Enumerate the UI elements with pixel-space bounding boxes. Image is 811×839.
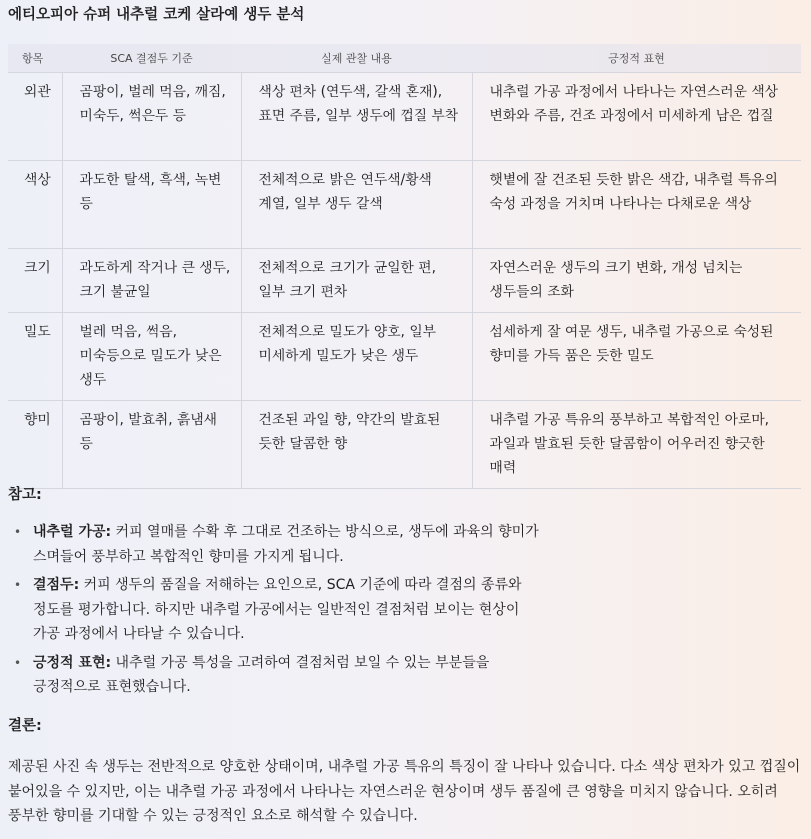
- page-title: 에티오피아 슈퍼 내추럴 코케 살라예 생두 분석: [8, 7, 305, 23]
- header-sca: SCA 결점두 기준: [62, 44, 241, 73]
- note-label: 내추럴 가공:: [33, 524, 112, 540]
- cell-sca: 곰팡이, 발효취, 흙냄새 등: [62, 401, 241, 489]
- header-positive: 긍정적 표현: [472, 44, 801, 73]
- table-row: [8, 161, 801, 249]
- cell-item: 향미: [8, 401, 62, 489]
- note-label: 결점두:: [33, 577, 80, 593]
- cell-observed: 색상 편차 (연두색, 갈색 혼재), 표면 주름, 일부 생두에 껍질 부착: [241, 73, 472, 161]
- cell-positive: 내추럴 가공 과정에서 나타나는 자연스러운 색상 변화와 주름, 건조 과정에서 미세하게 남은 껍질: [472, 73, 801, 161]
- analysis-table: [8, 44, 801, 489]
- bullet-icon: •: [14, 655, 22, 670]
- cell-item: 크기: [8, 249, 62, 313]
- notes-list: [0, 520, 540, 704]
- note-text: 내추럴 가공 특성을 고려하여 결점처럼 보일 수 있는 부분들을 긍정적으로 표현했습니다.: [33, 654, 490, 695]
- table-header-row: [8, 44, 801, 73]
- notes-title: 참고:: [8, 487, 42, 503]
- note-label: 긍정적 표현:: [33, 654, 112, 671]
- cell-sca: 벌레 먹음, 썩음, 미숙등으로 밀도가 낮은 생두: [62, 313, 241, 401]
- list-item: [0, 651, 540, 700]
- conclusion-text: 제공된 사진 속 생두는 전반적으로 양호한 상태이며, 내추럴 가공 특유의 특징이 잘 나타나 있습니다. 다소 색상 편차가 있고 껍질이 붙어있을 수 있지만, 이는 내추럴 가공 과정에서 나타나는 자연스러운 현상이며 생두 품질에 큰 영향을 미치지 않습니다. 오히려 풍부한 향미를 기대할 수 있는 긍정적인 요소로 해석할 수 있습니다.: [8, 759, 801, 824]
- cell-sca: 곰팡이, 벌레 먹음, 깨짐, 미숙두, 썩은두 등: [62, 73, 241, 161]
- cell-item: 밀도: [8, 313, 62, 401]
- list-item: [0, 520, 540, 569]
- table-row: [8, 313, 801, 401]
- cell-sca: 과도하게 작거나 큰 생두, 크기 불균일: [62, 249, 241, 313]
- cell-item: 외관: [8, 73, 62, 161]
- cell-positive: 자연스러운 생두의 크기 변화, 개성 넘치는 생두들의 조화: [472, 249, 801, 313]
- cell-positive: 햇볕에 잘 건조된 듯한 밝은 색감, 내추럴 특유의 숙성 과정을 거치며 나타나는 다채로운 색상: [472, 161, 801, 249]
- table-row: [8, 73, 801, 161]
- cell-positive: 섬세하게 잘 여문 생두, 내추럴 가공으로 숙성된 향미를 가득 품은 듯한 밀도: [472, 313, 801, 401]
- list-item: [0, 573, 540, 647]
- cell-sca: 과도한 탈색, 흑색, 녹변 등: [62, 161, 241, 249]
- cell-observed: 전체적으로 밀도가 양호, 일부 미세하게 밀도가 낮은 생두: [241, 313, 472, 401]
- header-item: 항목: [8, 44, 62, 73]
- table-row: [8, 401, 801, 489]
- bullet-icon: •: [14, 525, 22, 539]
- cell-positive: 내추럴 가공 특유의 풍부하고 복합적인 아로마, 과일과 발효된 듯한 달콤함이 어우러진 향긋한 매력: [472, 401, 801, 489]
- note-text: 커피 열매를 수확 후 그대로 건조하는 방식으로, 생두에 과육의 향미가 스며들어 풍부하고 복합적인 향미를 가지게 됩니다.: [33, 524, 539, 565]
- table-row: [8, 249, 801, 313]
- cell-observed: 전체적으로 크기가 균일한 편, 일부 크기 편차: [241, 249, 472, 313]
- bullet-icon: •: [14, 578, 22, 592]
- header-observed: 실제 관찰 내용: [241, 44, 472, 73]
- cell-observed: 건조된 과일 향, 약간의 발효된 듯한 달콤한 향: [241, 401, 472, 489]
- cell-item: 색상: [8, 161, 62, 249]
- cell-observed: 전체적으로 밝은 연두색/황색 계열, 일부 생두 갈색: [241, 161, 472, 249]
- note-text: 커피 생두의 품질을 저해하는 요인으로, SCA 기준에 따라 결점의 종류와 정도를 평가합니다. 하지만 내추럴 가공에서는 일반적인 결점처럼 보이는 현상이 가공 과정에서 나타날 수 있습니다.: [33, 577, 522, 642]
- conclusion-title: 결론:: [8, 718, 42, 734]
